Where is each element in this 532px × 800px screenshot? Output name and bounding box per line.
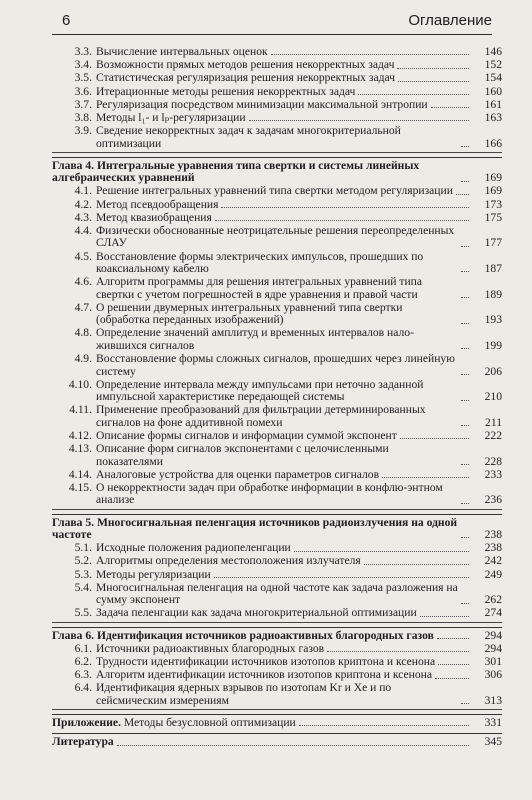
literature-heading — [52, 733, 502, 748]
toc-entry — [52, 643, 502, 655]
appendix-page: 331 — [484, 716, 502, 729]
section-page: 152 — [484, 58, 502, 72]
section-number: 5.5. — [74, 606, 92, 620]
section-number: 4.12. — [68, 428, 92, 442]
section-number: 4.8. — [74, 326, 92, 340]
chapter-5-heading — [52, 514, 502, 542]
section-title: Многосигнальная пеленгация на одной частоте как задача разложения на сумму экспонент — [96, 580, 458, 607]
section-number: 4.5. — [74, 249, 92, 263]
section-page: 210 — [484, 390, 502, 404]
section-title: Определение значений амплитуд и временных интервалов нало-жившихся сигналов — [96, 326, 414, 352]
section-title: Метод квазиобращения — [96, 210, 212, 224]
section-title: Вычисление интервальных оценок — [96, 45, 268, 58]
section-page: 166 — [484, 136, 502, 150]
section-title: Задача пеленгации как задача многокритериальной оптимизации — [96, 606, 417, 620]
chapter-3-sections — [52, 46, 502, 153]
section-number: 4.6. — [74, 275, 92, 289]
section-title: Аналоговые устройства для оценки параметров сигналов — [96, 467, 380, 481]
section-number: 4.13. — [68, 442, 92, 456]
section-title: Физически обоснованные неотрицательные решения переопределенных СЛАУ — [96, 224, 455, 250]
toc-entry — [52, 569, 502, 581]
toc-entry — [52, 404, 502, 429]
section-number: 6.1. — [74, 641, 92, 655]
toc-entry — [52, 125, 502, 150]
section-title: Итерационные методы решения некорректных задач — [96, 84, 356, 98]
section-title: Сведение некорректных задач к задачам многокритериальной оптимизации — [96, 124, 401, 150]
section-number: 4.11. — [69, 403, 92, 417]
section-page: 238 — [484, 541, 502, 555]
chapter-label: Глава 4. — [52, 158, 95, 172]
section-page: 160 — [484, 84, 502, 98]
toc-entry — [52, 656, 502, 668]
section-title: Определение интервала между импульсами при неточно заданной импульсной характеристике передающей системы — [96, 377, 424, 404]
section-title: О решении двумерных интегральных уравнений типа свертки (обработка переданных изображений) — [96, 300, 403, 327]
section-number: 3.9. — [74, 124, 92, 138]
section-number: 3.7. — [74, 97, 92, 111]
literature-page: 345 — [484, 735, 502, 749]
toc-entry — [52, 443, 502, 468]
toc-entry — [52, 469, 502, 481]
section-title: Решение интегральных уравнений типа свертки методом регуляризации — [96, 184, 453, 198]
section-title: Регуляризация посредством минимизации максимальной энтропии — [96, 97, 428, 111]
table-of-contents — [52, 46, 502, 750]
toc-entry — [52, 327, 502, 352]
page-number: 6 — [62, 12, 71, 29]
toc-entry — [52, 199, 502, 211]
toc-entry — [52, 302, 502, 327]
literature-label: Литература — [52, 735, 114, 749]
section-page: 146 — [484, 45, 502, 58]
running-title: Оглавление — [408, 12, 492, 29]
section-page: 177 — [484, 236, 502, 250]
section-title: Восстановление формы сложных сигналов, прошедших через линейную систему — [96, 352, 455, 378]
section-number: 3.5. — [74, 71, 92, 85]
section-page: 173 — [484, 197, 502, 211]
section-number: 5.4. — [74, 580, 92, 594]
toc-entry — [52, 225, 502, 250]
section-page: 301 — [484, 654, 502, 668]
section-title: Описание форм сигналов экспонентами с целочисленными показателями — [96, 442, 389, 468]
toc-entry — [52, 379, 502, 404]
toc-entry — [52, 251, 502, 276]
toc-entry — [52, 607, 502, 619]
section-title: Источники радиоактивных благородных газов — [96, 641, 325, 655]
appendix-label: Приложение. — [52, 716, 121, 729]
section-number: 4.1. — [74, 184, 92, 198]
section-number: 4.2. — [74, 197, 92, 211]
section-number: 4.14. — [68, 467, 92, 481]
section-number: 3.4. — [74, 58, 92, 72]
section-title: Трудности идентификации источников изотопов криптона и ксенона — [96, 654, 436, 668]
section-title: Метод псевдообращения — [96, 197, 219, 211]
toc-entry — [52, 212, 502, 224]
section-number: 4.7. — [74, 300, 92, 314]
section-title: Алгоритм программы для решения интегральных уравнений типа свертки с учетом погрешностей в ядре уравнения и правой части — [96, 275, 423, 301]
section-page: 199 — [484, 338, 502, 352]
section-number: 5.2. — [74, 554, 92, 568]
section-page: 187 — [484, 262, 502, 276]
section-number: 3.6. — [74, 84, 92, 98]
section-page: 249 — [484, 567, 502, 581]
section-page: 294 — [484, 641, 502, 655]
toc-entry — [52, 555, 502, 567]
toc-entry — [52, 276, 502, 301]
section-title: Алгоритмы определения местоположения излучателя — [96, 554, 361, 568]
section-page: 161 — [484, 97, 502, 111]
toc-entry — [52, 46, 502, 58]
chapter-6-sections — [52, 643, 502, 710]
chapter-title: Многосигнальная пеленгация источников радиоизлучения на одной частоте — [52, 515, 458, 541]
section-number: 5.3. — [74, 567, 92, 581]
section-page: 313 — [484, 693, 502, 707]
section-number: 4.4. — [74, 224, 92, 238]
chapter-4-sections — [52, 185, 502, 509]
chapter-5-sections — [52, 542, 502, 622]
section-page: 189 — [484, 287, 502, 301]
toc-entry — [52, 185, 502, 197]
section-number: 4.3. — [74, 210, 92, 224]
toc-entry — [52, 99, 502, 111]
section-title: Алгоритм идентификации источников изотопов криптона и ксенона — [96, 668, 432, 682]
section-title: Исходные положения радиопеленгации — [96, 541, 291, 555]
appendix-title: Методы безусловной оптимизации — [123, 716, 296, 729]
section-page: 206 — [484, 364, 502, 378]
chapter-page: 169 — [484, 171, 502, 185]
toc-entry — [52, 353, 502, 378]
toc-entry — [52, 112, 502, 124]
section-number: 4.10. — [68, 377, 92, 391]
section-number: 3.3. — [74, 45, 92, 58]
toc-entry — [52, 72, 502, 84]
toc-entry — [52, 482, 502, 507]
chapter-page: 294 — [484, 628, 502, 642]
section-number: 4.9. — [74, 352, 92, 366]
section-page: 222 — [484, 428, 502, 442]
toc-entry — [52, 86, 502, 98]
section-page: 163 — [484, 111, 502, 125]
section-page: 262 — [484, 593, 502, 607]
chapter-label: Глава 6. — [52, 628, 95, 642]
section-title: Идентификация ядерных взрывов по изотопам Kr и Xe и по сейсмическим измерениям — [96, 681, 392, 707]
chapter-6-heading — [52, 627, 502, 642]
section-page: 211 — [485, 415, 502, 429]
chapter-title: Идентификация источников радиоактивных благородных газов — [96, 628, 434, 642]
section-title: Методы l₁- и lₚ-регуляризации — [96, 111, 246, 125]
section-page: 236 — [484, 493, 502, 507]
section-number: 5.1. — [74, 541, 92, 555]
section-page: 175 — [484, 210, 502, 224]
section-page: 228 — [484, 454, 502, 468]
section-number: 3.8. — [74, 111, 92, 125]
page-header — [52, 12, 492, 35]
section-page: 154 — [484, 71, 502, 85]
section-title: О некорректности задач при обработке информации в конфлю-энтном анализе — [96, 480, 443, 507]
chapter-page: 238 — [484, 527, 502, 541]
section-title: Применение преобразований для фильтрации детерминированных сигналов на фоне аддитивной помехи — [96, 403, 426, 429]
section-title: Возможности прямых методов решения некорректных задач — [96, 58, 395, 72]
section-number: 4.15. — [68, 480, 92, 494]
section-title: Восстановление формы электрических импульсов, прошедших по коаксиальному кабелю — [96, 249, 424, 276]
section-number: 6.4. — [74, 681, 92, 695]
chapter-title: Интегральные уравнения типа свертки и системы линейных алгебраических уравнений — [52, 158, 420, 185]
section-page: 242 — [484, 554, 502, 568]
section-title: Статистическая регуляризация решения некорректных задач — [96, 71, 395, 85]
section-title: Описание формы сигналов и информации суммой экспонент — [96, 428, 397, 442]
chapter-4-heading — [52, 157, 502, 185]
section-page: 193 — [484, 313, 502, 327]
toc-entry — [52, 542, 502, 554]
section-page: 306 — [484, 668, 502, 682]
appendix-heading — [52, 714, 502, 729]
section-page: 274 — [484, 606, 502, 620]
toc-entry — [52, 669, 502, 681]
section-page: 169 — [484, 184, 502, 198]
section-title: Методы регуляризации — [96, 567, 211, 581]
section-number: 6.3. — [74, 668, 92, 682]
chapter-label: Глава 5. — [52, 515, 95, 529]
toc-entry — [52, 582, 502, 607]
section-page: 233 — [484, 467, 502, 481]
toc-entry — [52, 682, 502, 707]
toc-entry — [52, 430, 502, 442]
section-number: 6.2. — [74, 654, 92, 668]
toc-entry — [52, 59, 502, 71]
